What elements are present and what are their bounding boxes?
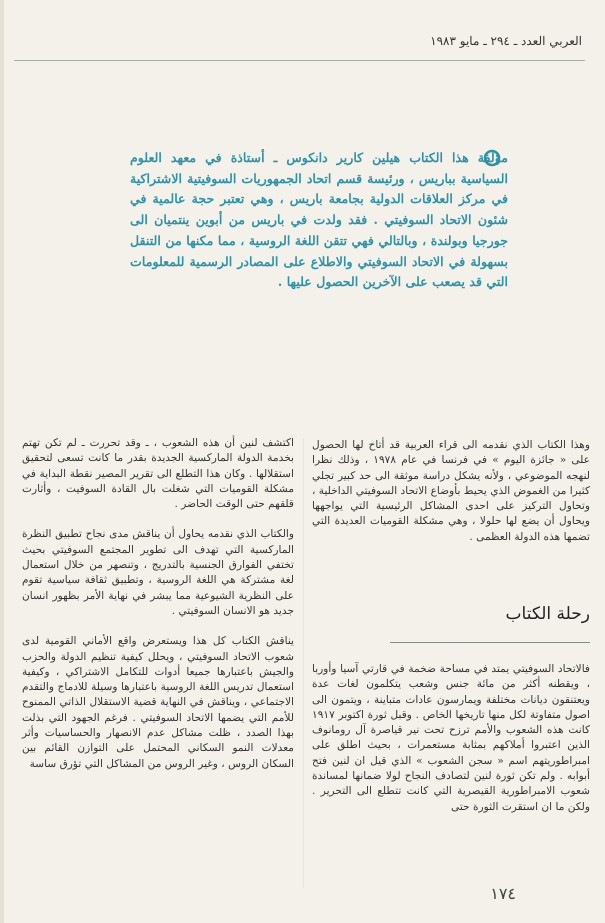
intro-author-note: مؤلفة هذا الكتاب هيلين كارير دانكوس ـ أستاذة في معهد العلوم السياسية بباريس ، ورئيسة قسم اتحاد الجمهوريات السوفيتية الاشتراكية في مركز العلاقات الدولية بجامعة باريس ، وهي تعتبر حجة عالمية في شئون الاتحاد السوفيتي . فقد ولدت في باريس من أبوين ينتميان الى جورجيا وبولندة ، وبالتالي فهي تتقن اللغة الروسية ، مما مكنها من التنقل بسهولة في الاتحاد السوفيتي والاطلاع على المصادر الرسمية للمعلومات التي قد يصعب على الآخرين الحصول عليها . (130, 150, 508, 290)
paragraph: والكتاب الذي نقدمه يحاول أن يناقش مدى نجاح تطبيق النظرة الماركسية التي تهدف الى تطوير المجتمع السوفيتي بحيث تختفي الفوارق الجنسية بالتدريج ، وتنصهر من خلال استعمال لغة مشتركة هي اللغة الروسية ، وتطبيق ثقافة سياسية تقوم على النظرية الشيوعية مما يبشر في نهاية الأمر بظهور انسان جديد هو الانسان السوفيتي . (22, 528, 294, 617)
paragraph: وهذا الكتاب الذي نقدمه الى قراء العربية قد أتاح لها الحصول على « جائزة اليوم » في فرنسا في عام ١٩٧٨ ، وذلك نظرا لنهجه الموضوعي ، ولأنه يشكل دراسة موثقة الى حد كبير تجلي كثيرا من الغموض الذي يحيط بأوضاع الاتحاد السوفيتي الداخلية ، وتحاول التركيز على احدى المشاكل الرئيسية التي يواجهها ويحاول أن يضع لها حلولا ، وهي مشكلة القوميات العديدة التي تضمها هذه الدولة العظمى . (312, 439, 590, 543)
page-number: ١٧٤ (490, 884, 516, 903)
section-title: رحلة الكتاب (505, 604, 590, 624)
section-title-rule (390, 642, 590, 643)
paragraph: يناقش الكتاب كل هذا ويستعرض واقع الأماني القومية لدى شعوب الاتحاد السوفيتي ، ويحلل كيفية تنظيم الدولة والحزب والجيش باعتبارها جميعا أدوات للتكامل الاشتراكي ، وكيفية استعمال تدريس اللغة الروسية باعتبارها وسيلة للادماج والتقدم الاجتماعي ، ويناقش في النهاية قضية الاستقلال الذاتي الممنوح للأمم التي يضمها الاتحاد السوفيتي . فرغم الجهود التي بذلت بهذا الصدد ، ظلت مشاكل عدم الانصهار والحساسيات وأثر معدلات النمو السكاني المحتمل على التوازن القائم بين السكان الروس ، وغير الروس من المشاكل التي تؤرق ساسة (22, 635, 294, 770)
scan-edge (0, 0, 4, 923)
running-header: العربي العدد ـ ٢٩٤ ـ مايو ١٩٨٣ (430, 34, 582, 48)
paragraph: فالاتحاد السوفيتي يمتد في مساحة ضخمة في قارتي آسيا وأوربا ، ويقطنه أكثر من مائة جنس وشعب يتكلمون لغات عدة ويعتنقون ديانات مختلفة ويمارسون عادات متباينة ، ويتمون الى اصول متفاوتة لكل منها تاريخها الخاص . وقبل ثورة اكتوبر ١٩١٧ كانت هذه الشعوب والأمم ترزح تحت نير قياصرة آل رومانوف الذين اعتبروا أملاكهم بمثابة مستعمرات ، بحيث اطلق على امبراطوريتهم اسم « سجن الشعوب » الذي قيل ان لنين فتح أبوابه . ولم تكن ثورة لنين لتصادف النجاح لولا ضمانها لمساندة شعوب الامبراطورية القيصرية التي كانت تتطلع الى التحرير . ولكن ما ان استقرت الثورة حتى (312, 663, 590, 813)
left-column (22, 436, 294, 787)
right-column-top (312, 438, 590, 560)
right-column-bottom (312, 662, 590, 830)
paragraph: اكتشف لنين أن هذه الشعوب ، ـ وقد تحررت ـ لم تكن تهتم بخدمة الدولة الماركسية الجديدة بقدر ما كانت تسعى لتحقيق استقلالها . وكان هذا التطلع الى تقرير المصير نقطة البداية في مشكلة القوميات التي شغلت بال القادة السوفيت ، وأثارت قلقهم حتى الوقت الحاضر . (22, 437, 294, 511)
column-divider (303, 438, 304, 888)
header-rule (14, 60, 585, 61)
